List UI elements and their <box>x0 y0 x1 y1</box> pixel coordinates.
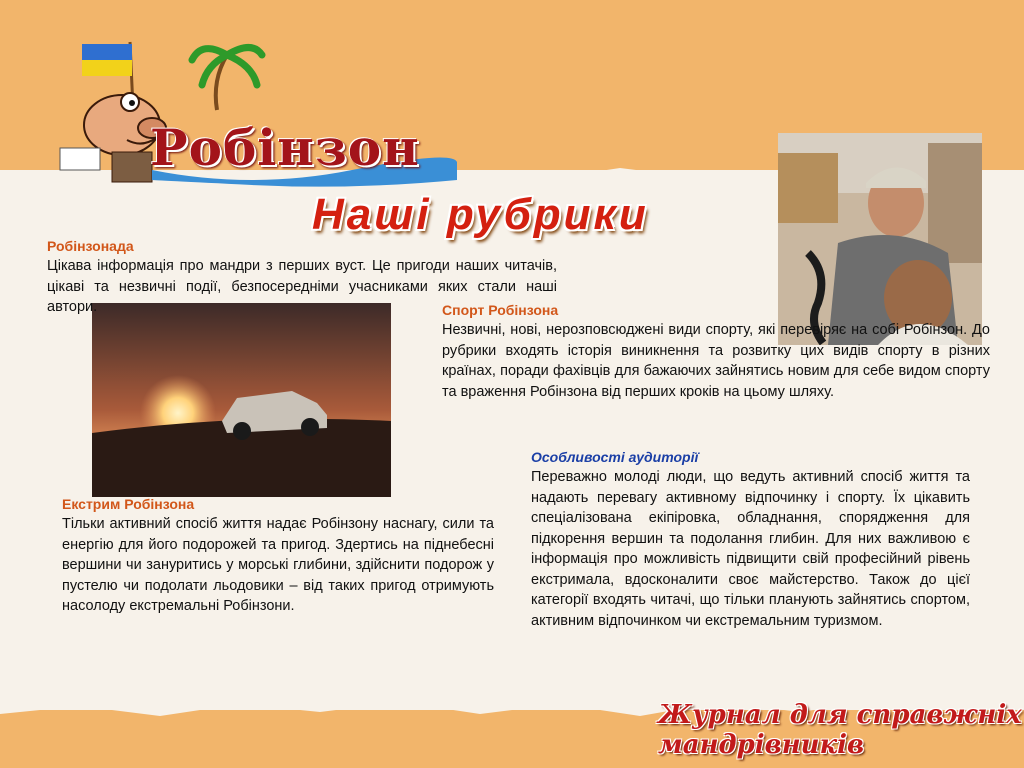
section-extreme <box>62 496 494 617</box>
desert-photo <box>92 303 391 497</box>
section-sport <box>442 302 990 402</box>
section-body: Незвичні, нові, нерозповсюджені види спорту, які перевіряє на собі Робінзон. До рубрики входять історія виникнення та розвитку цих видів спорту в різних країнах, поради фахівців для бажаючих зайнятись новим для себе видом спорту та враження Робінзона від перших кроків на цьому шляху. <box>442 322 990 400</box>
section-heading: Особливості аудиторії <box>531 449 699 465</box>
section-heading: Робінзонада <box>47 238 134 254</box>
footer-slogan: Журнал для справжніх мандрівників <box>658 700 1022 760</box>
logo-text: Робінзон <box>150 118 420 177</box>
section-heading: Спорт Робінзона <box>442 302 559 318</box>
page-title: Наші рубрики <box>312 190 649 239</box>
desert-photo-image <box>92 303 391 497</box>
section-body: Тільки активний спосіб життя надає Робінзону наснагу, сили та енергію для його подорожей та пригод. Здертись на піднебесні вершини чи зануритись у морські глибини, здійснити подорож у пустелю чи подолати льодовики – від таких пригод отримують насолоду екстремальні Робінзони. <box>62 516 494 614</box>
section-audience <box>531 449 970 631</box>
section-body: Цікава інформація про мандри з перших вуст. Це пригоди наших читачів, цікаві та незвичні події, безпосередніми учасниками яких стали наші автори. <box>47 258 557 315</box>
section-body: Переважно молоді люди, що ведуть активний спосіб життя та надають перевагу активному відпочинку і спорту. Їх цікавить спеціалізована екіпіровка, обладнання, спорядження для підкорення вершин та подолання глибин. Для них важливою є інформація про можливість підвищити свій професійний рівень екстримала, вдосконалити своє майстерство. Також до цієї категорії входять читачі, що тільки планують зайнятись спортом, активним відпочинком чи екстремальним туризмом. <box>531 469 970 629</box>
section-heading: Екстрим Робінзона <box>62 496 195 512</box>
